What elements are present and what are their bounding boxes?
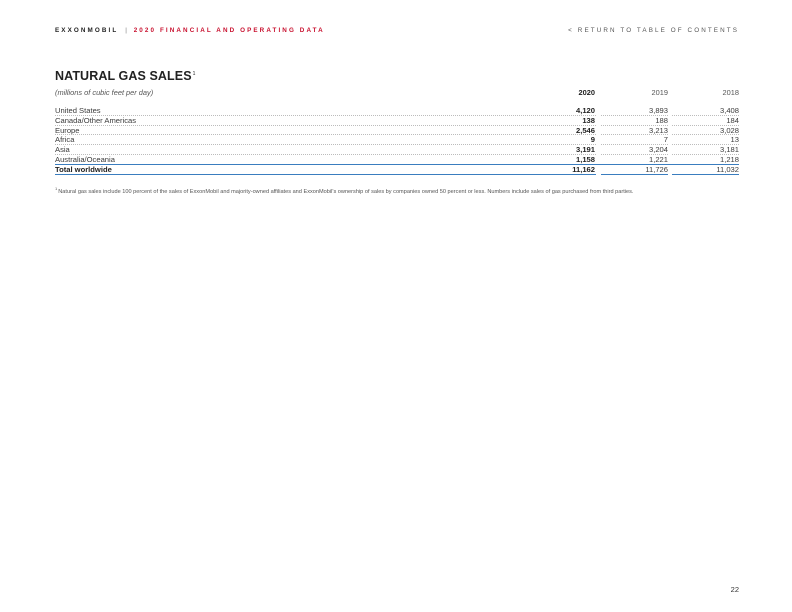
value-2020: 1,158 <box>575 154 595 164</box>
row-label: Total worldwide <box>55 164 112 174</box>
value-2020: 4,120 <box>575 106 595 115</box>
page-title-text: NATURAL GAS SALES <box>55 69 192 83</box>
value-2018: 13 <box>730 135 739 145</box>
footnote-marker: 1 <box>55 186 58 191</box>
row-label: United States <box>55 106 101 115</box>
value-2020: 3,191 <box>575 145 595 155</box>
value-2019: 3,893 <box>648 106 668 115</box>
table-row <box>55 116 739 126</box>
value-2019: 1,221 <box>648 154 668 164</box>
page-header <box>55 25 739 37</box>
row-label: Europe <box>55 125 80 135</box>
return-to-contents-link[interactable]: < RETURN TO TABLE OF CONTENTS <box>568 27 739 34</box>
value-2018: 3,181 <box>719 145 739 155</box>
value-2019: 11,726 <box>645 164 668 174</box>
value-2018: 3,028 <box>719 125 739 135</box>
row-label: Australia/Oceania <box>55 154 115 164</box>
title-footnote-marker: 1 <box>192 70 196 77</box>
value-2020: 9 <box>590 135 595 145</box>
total-rule <box>55 174 596 175</box>
value-2019: 3,204 <box>648 145 668 155</box>
value-2018: 3,408 <box>719 106 739 115</box>
page-title <box>55 69 196 83</box>
footnote-text: Natural gas sales include 100 percent of the sales of ExxonMobil and majority-owned affiliates and ExxonMobil's ownership of sales by companies owned 50 percent or less. Numbers include sales of gas purchased from third parties. <box>58 188 634 195</box>
table-row <box>55 135 739 145</box>
brand-name: EXXONMOBIL <box>55 27 119 34</box>
column-header-2018: 2018 <box>722 88 739 97</box>
total-rule <box>601 174 668 175</box>
gas-sales-table <box>55 106 739 175</box>
column-header-2019: 2019 <box>651 88 668 97</box>
value-2019: 3,213 <box>648 125 668 135</box>
page-number: 22 <box>730 585 739 594</box>
value-2020: 2,546 <box>575 125 595 135</box>
value-2018: 184 <box>726 115 739 125</box>
header-separator: | <box>125 27 127 34</box>
value-2020: 11,162 <box>572 164 595 174</box>
row-label: Canada/Other Americas <box>55 115 137 125</box>
total-rule <box>672 174 739 175</box>
total-row <box>55 165 739 175</box>
column-header-2020: 2020 <box>578 88 595 97</box>
table-row <box>55 106 739 116</box>
footnote <box>55 186 739 195</box>
value-2019: 7 <box>663 135 668 145</box>
value-2019: 188 <box>655 115 668 125</box>
row-label: Asia <box>55 145 70 155</box>
value-2020: 138 <box>582 115 595 125</box>
table-row <box>55 126 739 136</box>
row-label: Africa <box>55 135 75 145</box>
value-2018: 11,032 <box>716 164 739 174</box>
units-subtitle: (millions of cubic feet per day) <box>55 88 154 97</box>
table-row <box>55 145 739 155</box>
report-title: 2020 FINANCIAL AND OPERATING DATA <box>133 27 325 34</box>
value-2018: 1,218 <box>719 154 739 164</box>
